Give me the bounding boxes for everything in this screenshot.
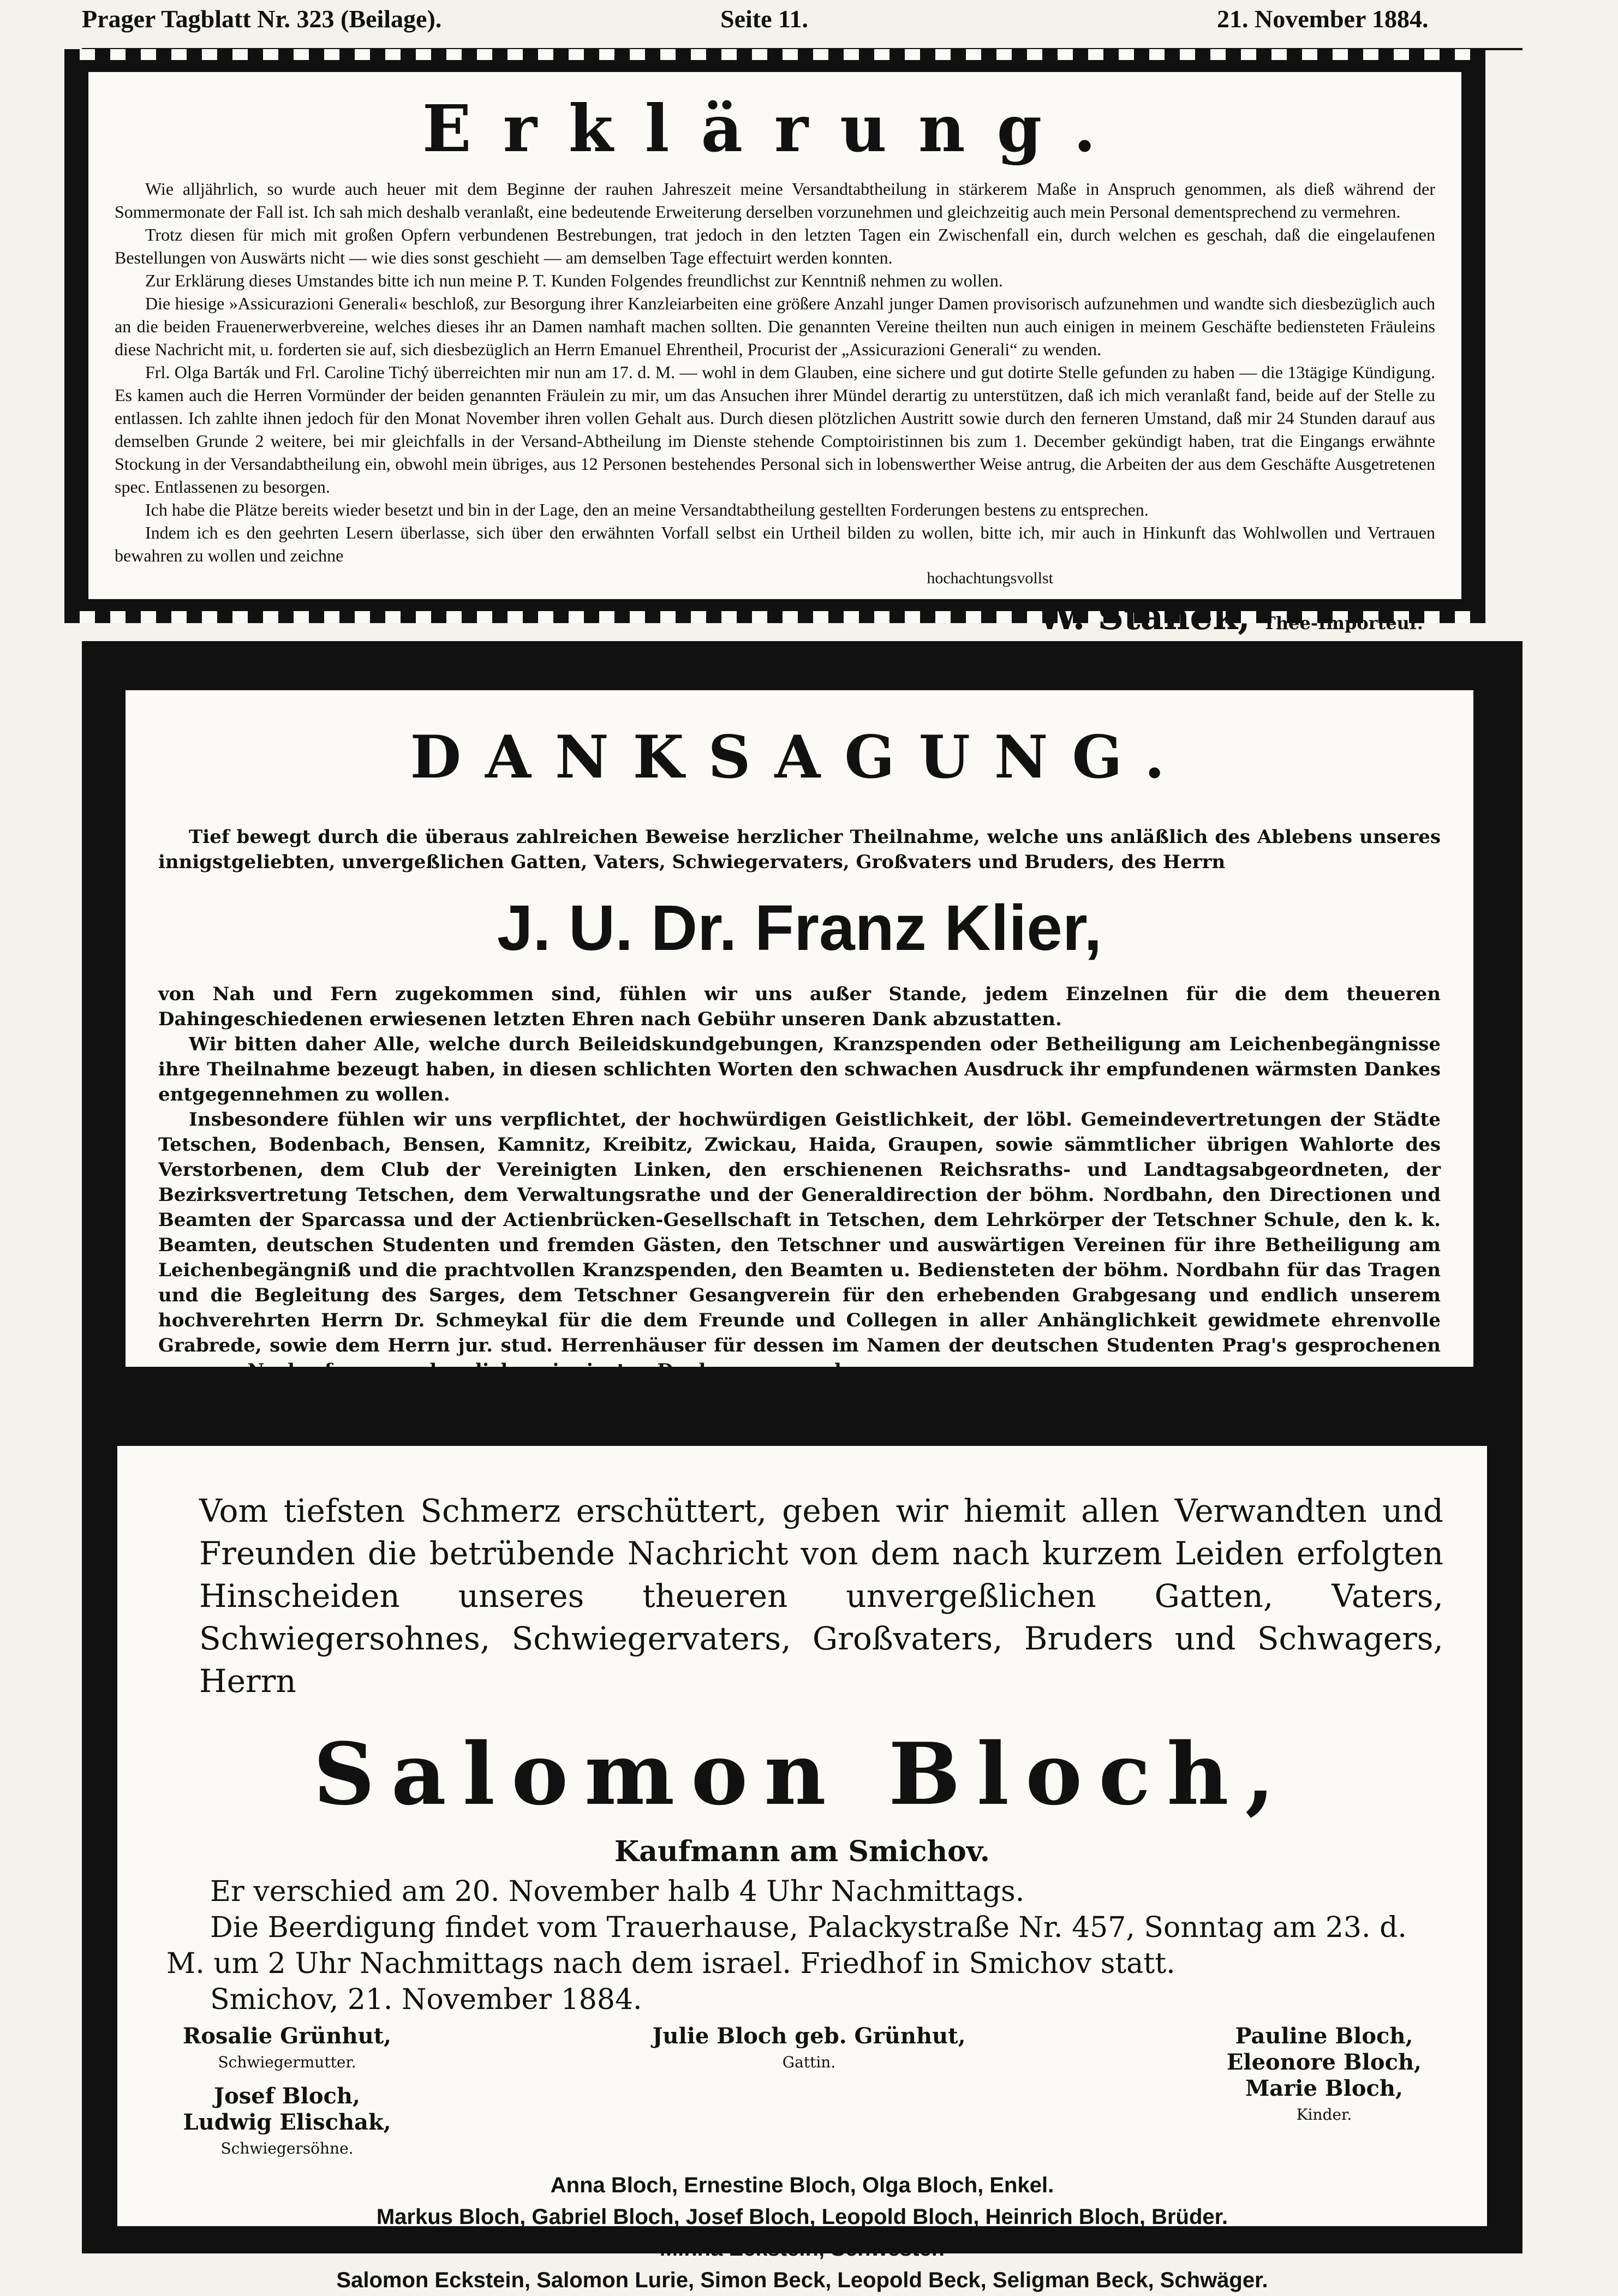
bloch-occupation: Kaufmann am Smichov. — [614, 1835, 990, 1868]
erklaerung-signature — [88, 595, 1423, 638]
bloch-place-date: Smichov, 21. November 1884. — [210, 1983, 642, 2016]
bloch-death-line: Er verschied am 20. November halb 4 Uhr Nachmittags. — [210, 1875, 1025, 1908]
signature-title: Thee-Importeur. — [1263, 613, 1423, 633]
family-line: Minna Eckstein, Schwester. — [659, 2237, 945, 2261]
danksagung-paragraph: Insbesondere fühlen wir uns verpflichtet, der hochwürdigen Geistlichkeit, der löbl. Gemeindevertretungen der Städte Tetschen, Bodenbach, Bensen, Kamnitz, Kreibitz, Zwickau, Haida, Graupen, sowie sämmtlicher übrigen Wahlorte des Verstorbenen, dem Club der Vereinigten Linken, den erschienenen Reichsraths- und Landtagsabgeordneten, der Bezirksvertretung Tetschen, dem Verwaltungsrathe und der Generaldirection der böhm. Nordbahn, den Directionen und Beamten der Sparcassa und der Actienbrücken-Gesellschaft in Tetschen, dem Lehrkörper der Tetschner Schule, den k. k. Beamten, deutschen Studenten und fremden Gästen, den Tetschner und auswärtigen Vereinen für ihre Betheiligung am Leichenbegängniß und die prachtvollen Kranzspenden, den Beamten u. Bediensteten der böhm. Nordbahn für das Tragen und die Begleitung des Sarges, dem Tetschner Gesangverein für den erhebenden Grabgesang und endlich unserem hochverehrten Herrn Dr. Schmeykal für die dem Freunde und Collegen in aller Anhänglichkeit gewidmete ehrenvolle Grabrede, sowie dem Herrn jur. stud. Herrenhäuser für dessen im Namen der deutschen Studenten Prag's gesprochenen warmen Nachruf unseren herzlichen, innigsten Dank auszusprechen. — [158, 1109, 1441, 1382]
bloch-family-list — [117, 2169, 1487, 2296]
bloch-right-column — [1227, 2023, 1422, 2162]
signatory-name: Pauline Bloch, — [1235, 2023, 1413, 2049]
family-line: Markus Bloch, Gabriel Bloch, Josef Bloch, Leopold Bloch, Heinrich Bloch, Brüder. — [376, 2205, 1228, 2229]
erklaerung-paragraph: Die hiesige »Assicurazioni Generali« beschloß, zur Besorgung ihrer Kanzleiarbeiten eine größere Anzahl junger Damen provisorisch aufzunehmen und wandte sich diesbezüglich auch an die beiden Frauenerwerbvereine, welches dieses ihr an Damen namhaft machen sollten. Die genannten Vereine theilten nun auch einigen in meinem Geschäfte bediensteten Fräuleins diese Nachricht mit, u. forderten sie auf, sich diesbezüglich an Herrn Emanuel Ehrentheil, Procurist der „Assicurazioni Generali“ zu wenden. — [115, 294, 1435, 359]
bloch-left-column — [183, 2023, 391, 2162]
bloch-funeral-line: Die Beerdigung findet vom Trauerhause, Palackystraße Nr. 457, Sonntag am 23. d. M. um 2 Uhr Nachmittags nach dem israel. Friedhof in Smichov statt. — [166, 1911, 1407, 1980]
signatory-name: Rosalie Grünhut, — [183, 2023, 392, 2049]
bloch-intro: Vom tiefsten Schmerz erschüttert, geben wir hiemit allen Verwandten und Freunden die betrübende Nachricht von dem nach kurzem Leiden erfolgten Hinscheiden unseres theueren unvergeßlichen Gatten, Vaters, Schwiegersohnes, Schwiegervaters, Großvaters, Bruders und Schwagers, Herrn — [199, 1492, 1443, 1700]
danksagung-date: Tetschen, am 18. November 1884. — [191, 1388, 523, 1408]
signatory-name: Eleonore Bloch, — [1226, 2049, 1422, 2075]
bloch-deceased-name: Salomon Bloch, — [313, 1724, 1291, 1824]
family-line: Anna Bloch, Ernestine Bloch, Olga Bloch, Enkel. — [550, 2173, 1054, 2197]
header-left: Prager Tagblatt Nr. 323 (Beilage). — [82, 5, 442, 33]
signatory-name: Julie Bloch geb. Grünhut, — [652, 2023, 966, 2049]
signatory-role: Gattin. — [782, 2053, 836, 2071]
danksagung-notice — [126, 690, 1473, 1408]
danksagung-number: 16:6 — [1398, 1388, 1435, 1406]
erklaerung-paragraph: Ich habe die Plätze bereits wieder besetzt und bin in der Lage, den an meine Versandtabtheilung gestellten Forderungen bestens zu entsprechen. — [145, 500, 1149, 519]
erklaerung-paragraph: Frl. Olga Barták und Frl. Caroline Tichý überreichten mir nun am 17. d. M. — wohl in dem Glauben, eine sichere und gut dotirte Stelle gefunden zu haben — die 13tägige Kündigung. Es kamen auch die Herren Vormünder der beiden genannten Fräulein zu mir, um das Ansuchen ihrer Mündel derartig zu unterstützen, daß ich mich veranlaßt fand, beide auf der Stelle zu entlassen. Ich zahlte ihnen jedoch für den Monat November ihren vollen Gehalt aus. Durch diesen plötzlichen Austritt sowie durch den ferneren Umstand, daß mir 24 Stunden darauf aus demselben Grunde 2 weitere, bei mir gleichfalls in der Versand-Abtheilung im Dienste stehende Comptoiristinnen bis zum 1. December gekündigt haben, trat die Eingangs erwähnte Stockung in der Versandabtheilung ein, obwohl mein übriges, aus 12 Personen bestehendes Personal sich in lobenswerther Weise antrug, die Arbeiten der aus dem Geschäfte Ausgetretenen spec. Entlassenen zu besorgen. — [115, 362, 1435, 497]
erklaerung-title: Erklärung. — [422, 91, 1128, 166]
erklaerung-closing: hochachtungsvollst — [927, 569, 1053, 587]
header-date: 21. November 1884. — [1217, 5, 1429, 33]
danksagung-text — [158, 982, 1441, 1383]
family-line: Salomon Eckstein, Salomon Lurie, Simon Beck, Leopold Beck, Seligman Beck, Schwäger. — [336, 2268, 1268, 2292]
signatory-name: Marie Bloch, — [1245, 2076, 1403, 2101]
erklaerung-body — [115, 177, 1435, 590]
danksagung-paragraph: Wir bitten daher Alle, welche durch Beileidskundgebungen, Kranzspenden oder Betheiligung am Leichenbegängnisse ihre Theilnahme bezeugt haben, in diesen schlichten Worten den schwachen Ausdruck ihr empfundenen wärmsten Dankes entgegennehmen zu wollen. — [158, 1033, 1441, 1105]
signatory-name: Ludwig Elischak, — [183, 2109, 391, 2135]
header-page: Seite 11. — [720, 5, 808, 33]
erklaerung-paragraph: Zur Erklärung dieses Umstandes bitte ich nun meine P. T. Kunden Folgendes freundlichst zur Kenntniß nehmen zu wollen. — [145, 271, 1003, 290]
danksagung-deceased-name: J. U. Dr. Franz Klier, — [497, 892, 1102, 964]
bloch-signatories — [183, 2023, 1422, 2162]
signature-name: W. Staněk, — [1037, 595, 1251, 638]
danksagung-intro: Tief bewegt durch die überaus zahlreichen Beweise herzlicher Theilnahme, welche uns anläßlich des Ablebens unseres innigstgeliebten, unvergeßlichen Gatten, Vaters, Schwiegervaters, Großvaters und Bruders, des Herrn — [158, 826, 1441, 873]
bloch-center-column — [652, 2023, 965, 2162]
danksagung-title: DANKSAGUNG. — [410, 723, 1189, 792]
erklaerung-paragraph: Indem ich es den geehrten Lesern überlasse, sich über den erwähnten Vorfall selbst ein Urtheil bilden zu wollen, bitte ich, mir auch in Hinkunft das Wohlwollen und Vertrauen bewahren zu wollen und zeichne — [115, 523, 1435, 565]
danksagung-body — [158, 824, 1441, 875]
signatory-role: Schwiegersöhne. — [220, 2139, 354, 2157]
bloch-notice — [117, 1446, 1487, 2292]
erklaerung-paragraph: Wie alljährlich, so wurde auch heuer mit dem Beginne der rauhen Jahreszeit meine Versandtabtheilung in stärkerem Maße in Anspruch genommen, als dieß während der Sommermonate der Fall ist. Ich sah mich deshalb veranlaßt, eine bedeutende Erweiterung derselben vorzunehmen und gleichzeitig auch mein Personal dementsprechend zu vermehren. — [115, 179, 1435, 222]
signatory-name: Josef Bloch, — [214, 2083, 360, 2109]
erklaerung-notice — [76, 60, 1473, 638]
signatory-role: Kinder. — [1296, 2106, 1352, 2124]
danksagung-paragraph: von Nah und Fern zugekommen sind, fühlen wir uns außer Stande, jedem Einzelnen für die dem theueren Dahingeschiedenen erwiesenen letzten Ehren nach Gebühr unseren Dank abzustatten. — [158, 983, 1441, 1030]
erklaerung-paragraph: Trotz diesen für mich mit großen Opfern verbundenen Bestrebungen, trat jedoch in den letzten Tagen ein Zwischenfall ein, durch welchen es geschah, daß die eingelaufenen Bestellungen von Auswärts nicht — wie dies sonst geschieht — am demselben Tage effectuirt werden konnten. — [115, 225, 1435, 267]
signatory-role: Schwiegermutter. — [218, 2053, 356, 2071]
